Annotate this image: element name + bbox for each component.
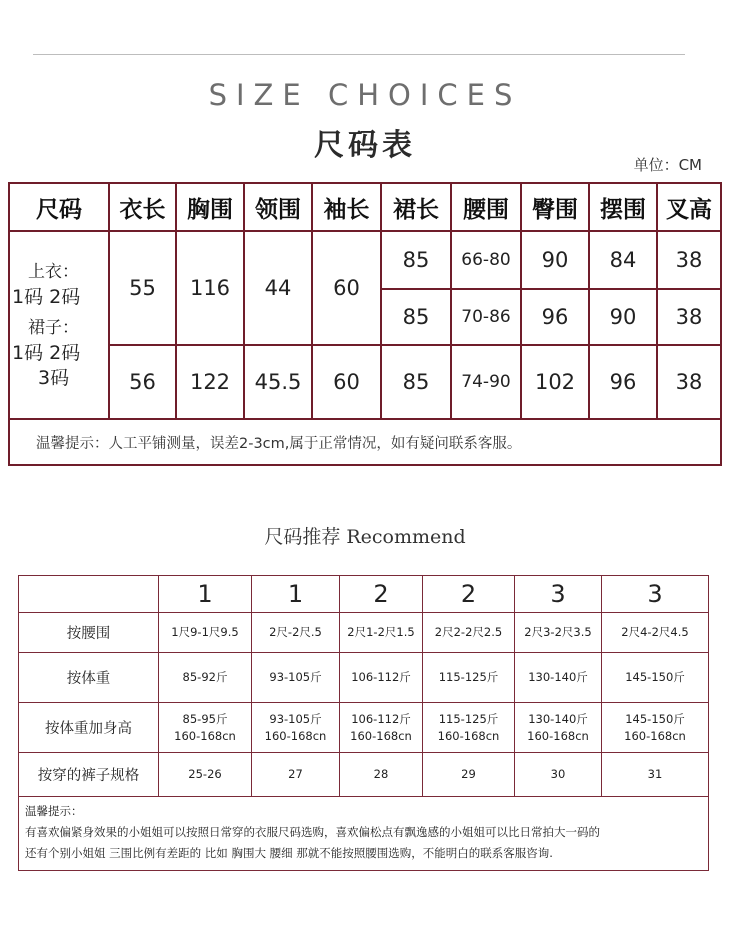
table-cell: 29 <box>423 753 515 797</box>
size-table-header <box>9 183 721 231</box>
header-cell: 袖长 <box>312 183 381 231</box>
header-cell: 摆围 <box>589 183 657 231</box>
skirt-tunwei: 96 <box>521 289 589 345</box>
skirt-yichang: 56 <box>109 345 176 419</box>
table-row <box>19 797 709 871</box>
table-row <box>9 345 721 419</box>
recommend-size-row <box>19 576 709 613</box>
row-label: 按体重 <box>19 653 159 703</box>
header-cell: 腰围 <box>451 183 521 231</box>
skirt-yaowei: 70-86 <box>451 289 521 345</box>
size-table <box>8 182 722 466</box>
cell-height: 160-168cn <box>174 728 236 743</box>
top-lingwei: 44 <box>244 231 312 345</box>
table-cell: 145-150斤 <box>602 653 709 703</box>
cell-height: 160-168cn <box>264 728 327 743</box>
skirt-lingwei: 45.5 <box>244 345 312 419</box>
table-cell <box>602 703 709 753</box>
table-row <box>19 653 709 703</box>
table-cell: 30 <box>515 753 602 797</box>
header-cell: 臀围 <box>521 183 589 231</box>
top-xiongwei: 116 <box>176 231 244 345</box>
table-row <box>19 613 709 653</box>
top-sizes: 1码 2码 <box>12 285 81 308</box>
cell-weight: 106-112斤 <box>351 711 411 726</box>
cell-weight: 93-105斤 <box>269 711 322 726</box>
unit-label: 单位：CM <box>633 156 702 174</box>
row-label: 按体重加身高 <box>19 703 159 753</box>
tip-title: 温馨提示： <box>25 804 83 818</box>
cell-height: 160-168cn <box>624 728 686 743</box>
cell-weight: 145-150斤 <box>625 711 685 726</box>
title-english: SIZE CHOICES <box>208 78 522 112</box>
skirt-yaowei: 66-80 <box>451 231 521 289</box>
tip-line: 有喜欢偏紧身效果的小姐姐可以按照日常穿的衣服尺码选购，喜欢偏松点有飘逸感的小姐姐可以比日常拍大一码的 <box>25 825 600 839</box>
header-cell: 裙长 <box>381 183 451 231</box>
header-cell: 领围 <box>244 183 312 231</box>
table-cell: 2尺2-2尺2.5 <box>423 613 515 653</box>
table-cell: 2尺4-2尺4.5 <box>602 613 709 653</box>
table-cell: 2尺3-2尺3.5 <box>515 613 602 653</box>
table-cell: 93-105斤 <box>252 653 340 703</box>
empty-corner <box>19 576 159 613</box>
table-cell <box>159 703 252 753</box>
size-number: 1 <box>159 576 252 613</box>
table-cell: 31 <box>602 753 709 797</box>
header-cell: 衣长 <box>109 183 176 231</box>
skirt-qunchang: 85 <box>381 231 451 289</box>
table-cell: 28 <box>340 753 423 797</box>
cell-height: 160-168cn <box>437 728 500 743</box>
cell-weight: 130-140斤 <box>528 711 588 726</box>
top-yichang: 55 <box>109 231 176 345</box>
size-number: 3 <box>602 576 709 613</box>
cell-height: 160-168cn <box>527 728 589 743</box>
table-cell: 27 <box>252 753 340 797</box>
skirt-xiongwei: 122 <box>176 345 244 419</box>
table-cell: 25-26 <box>159 753 252 797</box>
table-cell <box>340 703 423 753</box>
header-cell: 叉高 <box>657 183 721 231</box>
table-cell: 115-125斤 <box>423 653 515 703</box>
skirt-label: 裙子： <box>28 317 79 338</box>
top-xiuchang: 60 <box>312 231 381 345</box>
recommend-tip <box>19 797 709 871</box>
skirt-baiwei: 84 <box>589 231 657 289</box>
skirt-qunchang: 85 <box>381 289 451 345</box>
size-group-cell <box>9 231 109 419</box>
size-number: 2 <box>423 576 515 613</box>
table-cell: 2尺-2尺.5 <box>252 613 340 653</box>
skirt-chagao: 38 <box>657 345 721 419</box>
header-cell: 尺码 <box>9 183 109 231</box>
size-tip: 温馨提示：人工平铺测量，误差2-3cm,属于正常情况，如有疑问联系客服。 <box>9 419 721 465</box>
row-label: 按穿的裤子规格 <box>19 753 159 797</box>
skirt-tunwei: 102 <box>521 345 589 419</box>
table-cell: 1尺9-1尺9.5 <box>159 613 252 653</box>
table-row <box>19 703 709 753</box>
skirt-tunwei: 90 <box>521 231 589 289</box>
cell-weight: 85-95斤 <box>182 711 228 726</box>
skirt-sizes: 1码 2码 <box>12 341 81 364</box>
recommend-title: 尺码推荐 Recommend <box>264 526 466 548</box>
table-row <box>19 753 709 797</box>
header-cell: 胸围 <box>176 183 244 231</box>
top-divider <box>33 54 685 55</box>
table-cell: 130-140斤 <box>515 653 602 703</box>
skirt-chagao: 38 <box>657 231 721 289</box>
recommend-table <box>18 575 709 871</box>
skirt-chagao: 38 <box>657 289 721 345</box>
skirt-qunchang: 85 <box>381 345 451 419</box>
size-number: 3 <box>515 576 602 613</box>
table-row <box>9 231 721 289</box>
table-cell <box>423 703 515 753</box>
cell-height: 160-168cn <box>350 728 412 743</box>
table-cell <box>252 703 340 753</box>
table-cell <box>515 703 602 753</box>
table-cell: 106-112斤 <box>340 653 423 703</box>
skirt-xiuchang: 60 <box>312 345 381 419</box>
tip-line: 还有个别小姐姐 三围比例有差距的 比如 胸围大 腰细 那就不能按照腰围选购，不能明白的联系客服咨询. <box>25 846 553 860</box>
top-label: 上衣： <box>28 261 79 282</box>
skirt-baiwei: 96 <box>589 345 657 419</box>
title-chinese: 尺码表 <box>314 128 416 163</box>
skirt-yaowei: 74-90 <box>451 345 521 419</box>
table-cell: 2尺1-2尺1.5 <box>340 613 423 653</box>
skirt-size-3: 3码 <box>38 366 70 389</box>
skirt-baiwei: 90 <box>589 289 657 345</box>
table-row <box>9 419 721 465</box>
cell-weight: 115-125斤 <box>438 711 499 726</box>
size-number: 2 <box>340 576 423 613</box>
table-cell: 85-92斤 <box>159 653 252 703</box>
size-number: 1 <box>252 576 340 613</box>
row-label: 按腰围 <box>19 613 159 653</box>
